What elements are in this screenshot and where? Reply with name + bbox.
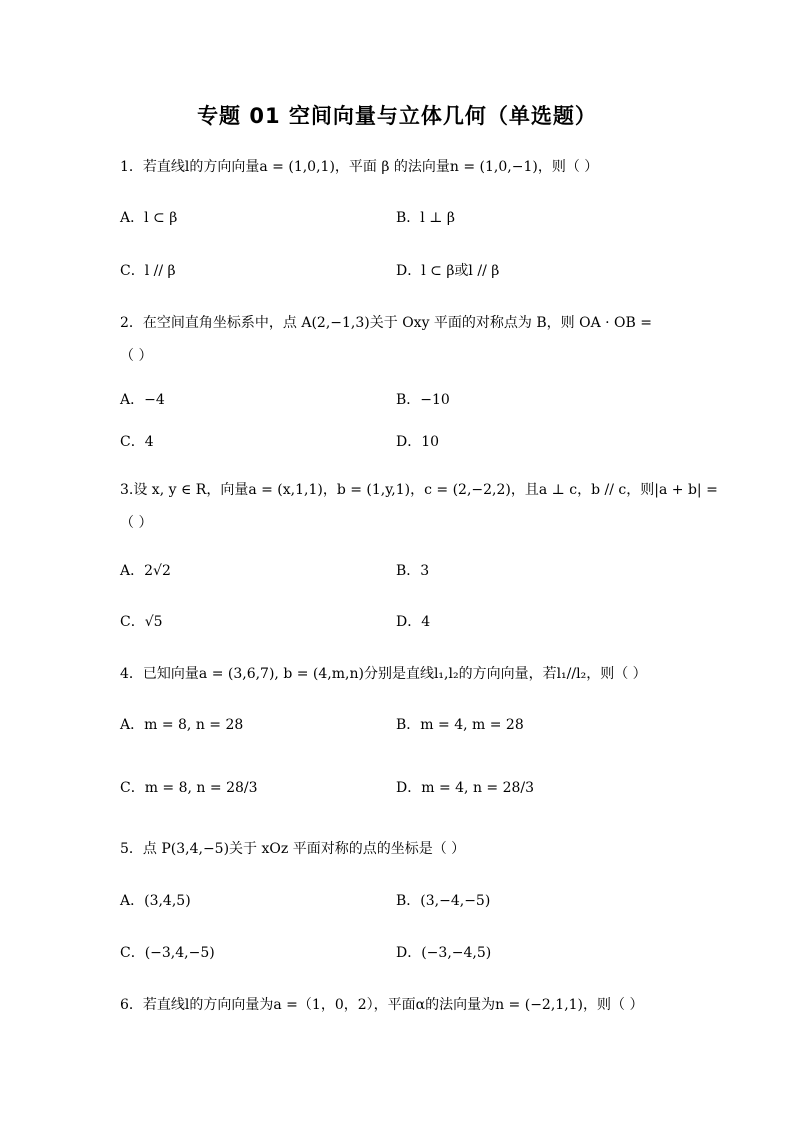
question-3-stem-continued: （ ）: [120, 515, 153, 531]
question-5-stem: 5．点 P(3,4,−5)关于 xOz 平面对称的点的坐标是（ ）: [120, 841, 466, 857]
question-2-stem-continued: （ ）: [120, 348, 153, 364]
question-2-option-c: C．4: [120, 434, 154, 450]
question-4-option-d: D．m = 4, n = 28/3: [396, 780, 535, 796]
question-4-stem: 4．已知向量a = (3,6,7), b = (4,m,n)分别是直线l₁,l₂的方向向量，若l₁//l₂，则（ ）: [120, 666, 647, 682]
question-5-option-c: C．(−3,4,−5): [120, 945, 215, 961]
question-5-option-a: A．(3,4,5): [120, 893, 191, 909]
question-6-stem: 6．若直线l的方向向量为a =（1，0，2），平面α的法向量为n = (−2,1,1)，则（ ）: [120, 997, 644, 1013]
page-title: 专题 01 空间向量与立体几何（单选题）: [197, 104, 597, 128]
question-3-option-d: D．4: [396, 614, 431, 630]
question-1-option-b: B．l ⊥ β: [396, 210, 455, 226]
question-4-option-c: C．m = 8, n = 28/3: [120, 780, 258, 796]
question-2-option-d: D．10: [396, 434, 440, 450]
question-4-option-b: B．m = 4, m = 28: [396, 717, 524, 733]
question-1-option-c: C．l // β: [120, 263, 176, 279]
question-3-option-c: C．√5: [120, 614, 163, 630]
question-5-option-d: D．(−3,−4,5): [396, 945, 492, 961]
question-4-option-a: A．m = 8, n = 28: [120, 717, 244, 733]
question-2-stem: 2．在空间直角坐标系中，点 A(2,−1,3)关于 Oxy 平面的对称点为 B，则 OA · OB =: [120, 315, 652, 331]
question-1-option-d: D．l ⊂ β或l // β: [396, 263, 500, 279]
question-5-option-b: B．(3,−4,−5): [396, 893, 491, 909]
question-2-option-b: B．−10: [396, 392, 450, 408]
question-1-stem: 1．若直线l的方向向量a = (1,0,1)，平面 β 的法向量n = (1,0,−1)，则（ ）: [120, 159, 599, 175]
question-3-option-a: A．2√2: [120, 563, 171, 579]
question-3-stem: 3.设 x, y ∈ R，向量a = (x,1,1)，b = (1,y,1)，c = (2,−2,2)，且a ⊥ c，b // c，则|a + b| =: [120, 482, 718, 498]
question-2-option-a: A．−4: [120, 392, 165, 408]
question-1-option-a: A．l ⊂ β: [120, 210, 178, 226]
question-3-option-b: B．3: [396, 563, 430, 579]
